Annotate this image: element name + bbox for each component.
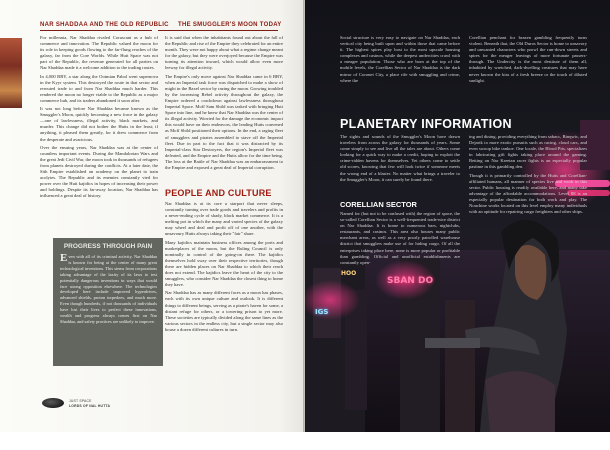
- paragraph: The sights and sounds of the Smuggler's Moon have drawn travelers from across the galaxy for thousands of years. Some come simply to see and live all the tales are about. Others come looking for a quick way to make a credit, hoping to exploit the crime-ridden havens for themselves. Yet others come to settle old scores, knowing that few will look twice if someone meets the wrong end of a blaster. No matter what brings a traveler to the Smuggler's Moon, it can surely be found there.: [340, 134, 460, 182]
- footer-line-1: JUST SPACE: [69, 399, 92, 403]
- header-rule-left: [40, 30, 152, 31]
- corner-art-strip: [0, 38, 22, 108]
- neon-sign-2: IGS: [315, 308, 329, 316]
- sidebar-title: PROGRESS THROUGH PAIN: [63, 243, 153, 250]
- running-header-left: NAR SHADDAA AND THE OLD REPUBLIC: [40, 22, 169, 28]
- right-intro-col-1: [340, 35, 460, 95]
- page-gutter: [303, 0, 307, 432]
- paragraph: It was not long before Nar Shaddaa became known as the Smuggler's Moon, quickly becoming a new force in the galaxy—one of lawlessness, illegal activity, black markets, and murder. This change did not bother the Hutts in the least; if anything, it pleased them greatly, for it drew commerce from the desperate and avaricious.: [40, 106, 158, 142]
- sidebar-text: ven with all of its criminal activity, Nar Shaddaa is known for being at the center of many great technological inventions. This stems from corporations taking advantage of the laxity of its laws to test potentially dangerous inventions in ways that would face strong opposition elsewhere. The technologies developed here include improved hyperdrives, advanced shields, proton torpedoes, and much more. Even though hundreds, if not thousands of individuals have lost their lives to perfect these innovations, wealth and progress always comes first on Nar Shaddaa, and safety practices are unlikely to improve.: [60, 254, 157, 324]
- left-column-2: [165, 35, 283, 187]
- paragraph: Over the ensuing years, Nar Shaddaa was at the center of countless important events. During the Mandalorian Wars and the great Jedi Civil War, the moon took in thousands of refugees from planets destroyed during the conflicts. At a later date, the Sith Empire established an academy on the planet to train acolytes. The Republic and its enemies constantly vied for power over the Hutt kajidics in hopes of increasing their power and holdings. Despite its far-away location, Nar Shaddaa has influenced a great deal of history.: [40, 144, 158, 199]
- sidebar-body: [60, 254, 157, 325]
- sidebar-box: [53, 238, 163, 366]
- paragraph: Named for (but not to be confused with) the region of space, the so-called Corellian Sector is a well-frequented trade-nice district on Nar Shaddaa. It is home to numerous bars, nightclubs, restaurants, and casinos. This area also houses many public merchant areas, as well as a very poorly patrolled warehouse district that smugglers make use of for hiding cargo. Of all the enterprises taking place here, none is more popular or profitable than gambling. Official and unofficial establishments are constantly open-: [340, 211, 460, 265]
- right-planetary-col: [340, 134, 460, 196]
- right-page: [305, 0, 610, 432]
- left-column-1: [40, 35, 158, 235]
- neon-sign-3: HOO: [341, 270, 357, 277]
- neon-sign-1: SBAN DO: [387, 276, 434, 286]
- header-rule-right: [158, 30, 278, 31]
- paragraph: Nar Shaddaa is at its core a starport that never sleeps, constantly turning over trade goods and travelers and profits in a never-ending cycle of shady, black market commerce. It is a melting pot in which the many and varied species of the galaxy may wheel and deal and profit off of one another, with the unsavoury Hutts always taking their "fair" share.: [165, 201, 283, 237]
- footer-line-2: LORDS OF NAL HUTTA: [69, 404, 111, 408]
- heading-corellian-sector: CORELLIAN SECTOR: [340, 200, 417, 209]
- heading-planetary-information: PLANETARY INFORMATION: [340, 117, 512, 131]
- section-heading-people-culture: PEOPLE AND CULTURE: [165, 188, 272, 198]
- paragraph: ing and dining, providing everything from sabacc, Binqwic, and Dejarik to more exotic pursuits such as racing, cloud cars, and even swoop bike tankoe. One locale, the Blood Pits, specializes in fabricating gift fights taking place around the gaming. Betting on Nar Kreetan racer fights is an especially popular pastime in this gambling den.: [469, 134, 587, 170]
- paragraph: Corellian penchant for brazen gambling frequently turns violent. Beneath that, the Old Duros Sector is home to unsavory and unwanted characters who prowl the run-down streets and spires for the meager leavings of more fortunate passers-through. The Undercity is the most destitute of them all, inhabited by wretched, dark-dwelling creatures that may have never known the kiss of a fresh breeze or the touch of diluted sunlight.: [469, 35, 587, 83]
- paragraph: For millennia, Nar Shaddaa rivaled Coruscant as a hub of commerce and innovation. The Republic valued the moon for its role in keeping goods flowing to the far-flung reaches of the galaxy, far from the Core Worlds. While Hutt Space was not part of the Republic, the revenue generated for all parties on Nar Shaddaa made it a welcome addition to the trading routes.: [40, 35, 158, 71]
- left-page: [0, 0, 305, 432]
- paragraph: Social structure is very easy to navigate on Nar Shaddaa, each vertical city being built upon and within those that came before it. The highest spires play host to the most upscale housing complexes and casinos, while the deepest undercities crawl with a meager population. Those who are born at the top of the mobile levels, the Corellian Sector of Nar Shaddaa is the dark mirror of Coronet City, a place rife with smuggling and crime, where the: [340, 35, 460, 83]
- paragraph: Nar Shaddaa has as many different faces as a moon has phases, each with its own unique culture and outlook. It is different things to different beings, serving as a pirate's haven for some, a distant refuge for others, or a towering prison to yet more. These societies are typically divided along the same lines as the various sectors in the endless city, but a single sector may also house a dozen different cultures in turn.: [165, 290, 283, 332]
- paragraph: Many kajidics maintain business offices among the ports and marketplaces of the moon, but the Ruling Council is only nominally in control of the going-on there. The kajidics themselves hold sway over their respective territories, though there are hidden places on Nar Shaddaa to which their reach does not extend. The kajidics leave the heart of the city to the smugglers, who consider Nar Shaddaa the closest thing to home they have.: [165, 239, 283, 288]
- right-column-2: [469, 134, 587, 234]
- left-column-2b: [165, 201, 283, 386]
- right-corellian-col: [340, 211, 460, 273]
- paragraph: It is said that when the inhabitants found out about the fall of the Republic and rise of the Empire they celebrated for an entire month. They were not happy about what a regime change meant for the galaxy, but they were overjoyed because the Empire was turning its attention inward, which would allow even more leeway for illegal activity.: [165, 35, 283, 71]
- paragraph: In 4,000 BBY, a star along the Ootmian Pabol went supernova in the Kyyr system. This destroyed the route in that sector and rerouted trade to and from Nar Shaddaa much harder. This rendered the moon no longer viable to the Republic as a major commerce hub, and its traders abandoned it soon after.: [40, 73, 158, 103]
- running-header-right: THE SMUGGLER'S MOON TODAY: [178, 22, 282, 28]
- paragraph: The Empire's only move against Nar Shaddaa came in 6 BBY, when an Imperial task force was dispatched to make a show of might in the Baxel sector by razing the moon. Growing troubled by the increasing Rebel activity throughout the galaxy, the Empire ordered a crackdown against lawlessness throughout Imperial Space. Moff Sam Shild was tasked with bringing Hutt Space into line, and he knew that Nar Shaddaa was the center of its illegal activity. Worried for the damage the economic impact this would have on their endeavors, the leading Hutts convened as Moff Shild positioned their options. In the end, a raging fleet of smugglers and pirates assembled to stave off the Imperial fleet. Due in part to the fact that it was distracted by its Imperial-class Star Destroyers, the region's Imperial fleet was defeated, and the Empire and the Hutts allow for the time being. The loss at the Battle of Nar Shaddaa was an embarrassment to the Empire and exposed a great deal of Imperial corruption.: [165, 73, 283, 170]
- paragraph: Though it is primarily controlled by the Hutts and Corellian-affiliated humans, all manner of species live and work in this sector. Public housing is readily available here, and many take advantage of the affordable accommodations. Level 88 is an especially popular destination for both work and play. The Nouchine works located on this level employ many individuals with an aptitude for repairing cargo freighters and other ships.: [469, 172, 587, 215]
- publisher-logo: [42, 398, 64, 408]
- right-intro-col-2: [469, 35, 587, 115]
- sidebar-dropcap: E: [60, 252, 68, 264]
